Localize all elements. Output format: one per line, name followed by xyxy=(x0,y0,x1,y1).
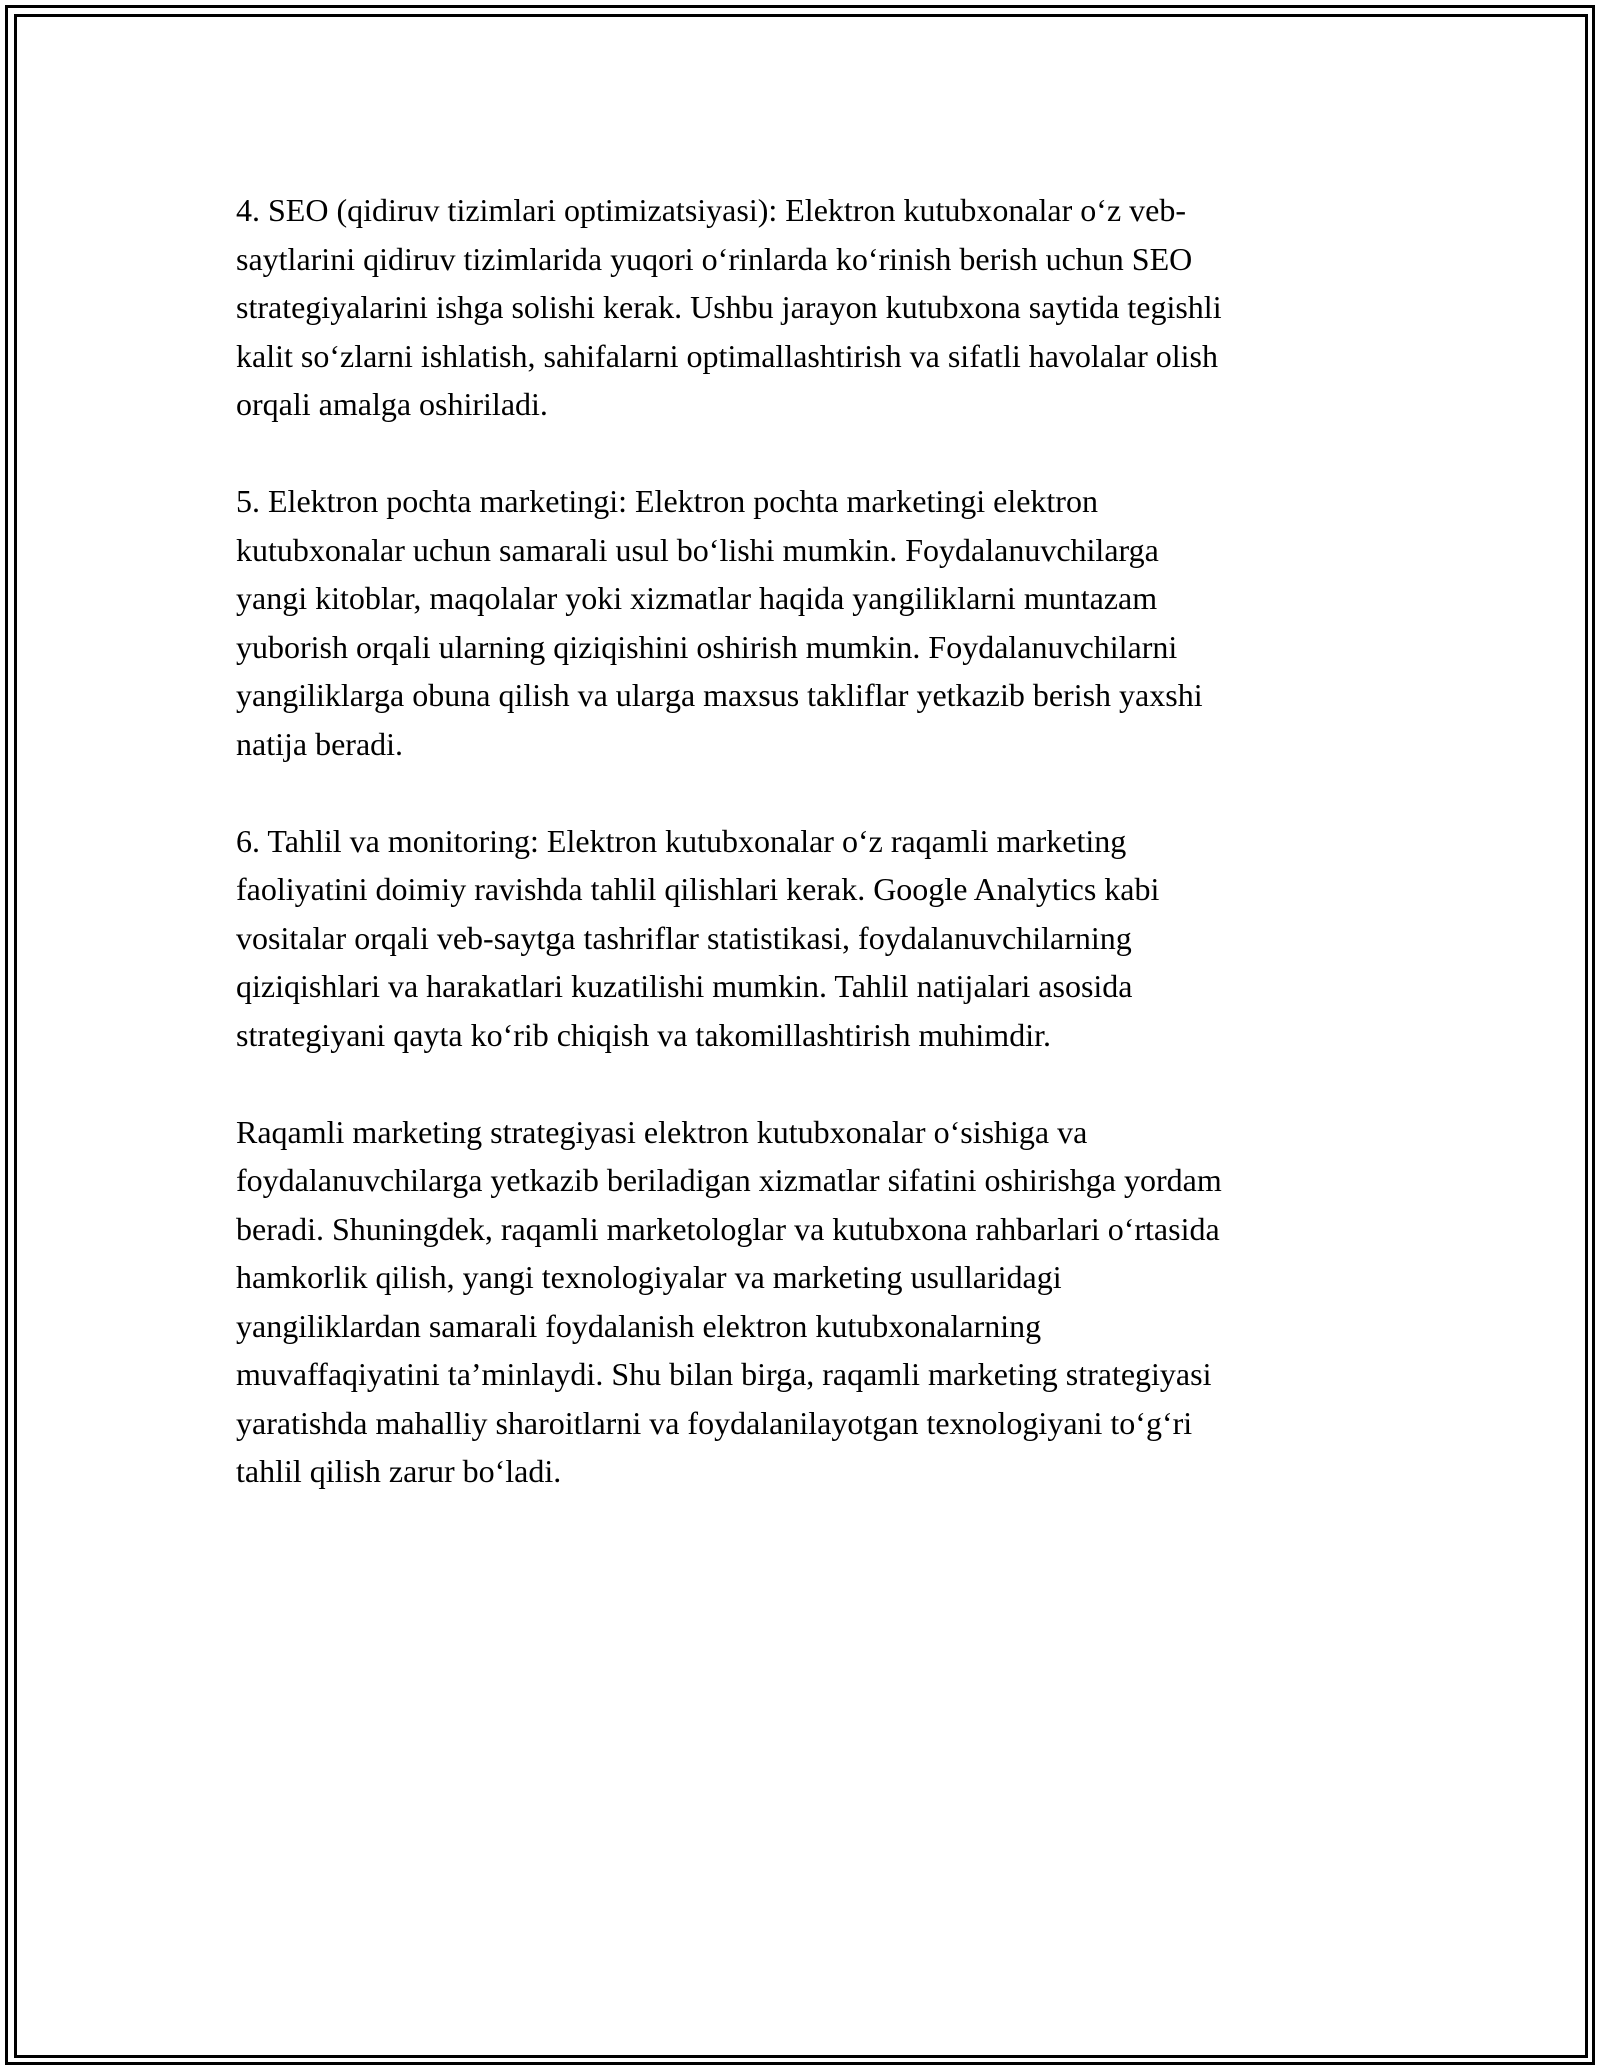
document-body xyxy=(236,186,1396,1544)
text-line: 6. Tahlil va monitoring: Elektron kutubxonalar o‘z raqamli marketing xyxy=(236,822,1127,859)
text-line: 5. Elektron pochta marketingi: Elektron pochta marketingi elektron xyxy=(236,483,1098,519)
text-line: foydalanuvchilarga yetkazib beriladigan xizmatlar sifatini oshirishga yordam xyxy=(236,1162,1222,1198)
text-line: muvaffaqiyatini ta’minlaydi. Shu bilan birga, raqamli marketing strategiyasi xyxy=(236,1356,1212,1392)
text-line: faoliyatini doimiy ravishda tahlil qilishlari kerak. Google Analytics kabi xyxy=(236,871,1160,907)
text-line: yangiliklardan samarali foydalanish elektron kutubxonalarning xyxy=(236,1307,1042,1344)
paragraph-seo xyxy=(236,186,1396,429)
text-line: qiziqishlari va harakatlari kuzatilishi mumkin. Tahlil natijalari asosida xyxy=(236,968,1133,1004)
text-line: 4. SEO (qidiruv tizimlari optimizatsiyasi): Elektron kutubxonalar o‘z veb- xyxy=(236,192,1186,228)
text-line: hamkorlik qilish, yangi texnologiyalar va marketing usullaridagi xyxy=(236,1259,1062,1295)
text-line: beradi. Shuningdek, raqamli marketologlar va kutubxona rahbarlari o‘rtasida xyxy=(236,1210,1220,1247)
text-line: strategiyalarini ishga solishi kerak. Ushbu jarayon kutubxona saytida tegishli xyxy=(236,289,1222,325)
text-line: natija beradi. xyxy=(236,725,404,762)
paragraph-email-marketing xyxy=(236,477,1396,768)
text-line: orqali amalga oshiriladi. xyxy=(236,386,548,422)
text-line: Raqamli marketing strategiyasi elektron kutubxonalar o‘sishiga va xyxy=(236,1113,1088,1150)
paragraph-conclusion xyxy=(236,1108,1396,1496)
text-line: kalit so‘zlarni ishlatish, sahifalarni optimallashtirish va sifatli havolalar olish xyxy=(236,337,1218,374)
text-line: vositalar orqali veb-saytga tashriflar statistikasi, foydalanuvchilarning xyxy=(236,919,1132,956)
text-line: yaratishda mahalliy sharoitlarni va foydalanilayotgan texnologiyani to‘g‘ri xyxy=(236,1404,1193,1441)
paragraph-analytics xyxy=(236,817,1396,1060)
text-line: kutubxonalar uchun samarali usul bo‘lishi mumkin. Foydalanuvchilarga xyxy=(236,531,1159,568)
text-line: saytlarini qidiruv tizimlarida yuqori o‘rinlarda ko‘rinish berish uchun SEO xyxy=(236,240,1193,277)
text-line: yuborish orqali ularning qiziqishini oshirish mumkin. Foydalanuvchilarni xyxy=(236,628,1178,665)
text-line: yangi kitoblar, maqolalar yoki xizmatlar haqida yangiliklarni muntazam xyxy=(236,580,1158,616)
text-line: tahlil qilish zarur bo‘ladi. xyxy=(236,1453,562,1489)
text-line: strategiyani qayta ko‘rib chiqish va takomillashtirish muhimdir. xyxy=(236,1016,1051,1053)
text-line: yangiliklarga obuna qilish va ularga maxsus takliflar yetkazib berish yaxshi xyxy=(236,677,1203,713)
